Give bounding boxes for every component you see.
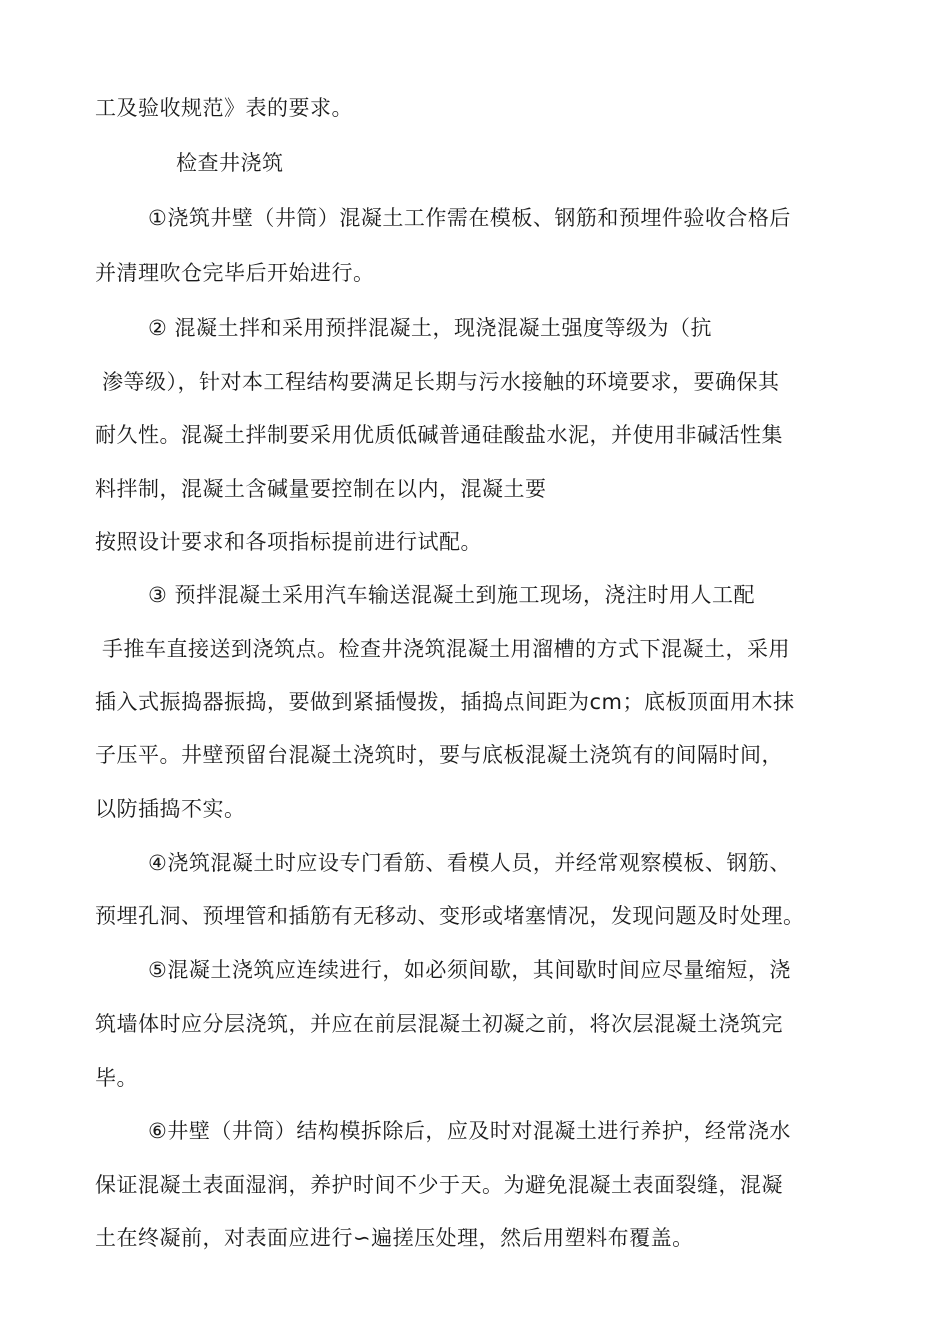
text-line: 子压平。井壁预留台混凝土浇筑时，要与底板混凝土浇筑有的间隔时间， bbox=[95, 743, 783, 767]
text-line: 预埋孔洞、预埋管和插筋有无移动、变形或堵塞情况，发现问题及时处理。 bbox=[95, 904, 805, 928]
text-line: 工及验收规范》表的要求。 bbox=[95, 96, 353, 120]
text-line: 以防插捣不实。 bbox=[95, 797, 246, 821]
text-line: 渗等级），针对本工程结构要满足长期与污水接触的环境要求，要确保其 bbox=[102, 370, 780, 394]
text-line: 保证混凝土表面湿润，养护时间不少于天。为避免混凝土表面裂缝，混凝 bbox=[95, 1173, 783, 1197]
text-line: ③ 预拌混凝土采用汽车输送混凝土到施工现场，浇注时用人工配 bbox=[148, 583, 755, 607]
text-line: 手推车直接送到浇筑点。检查井浇筑混凝土用溜槽的方式下混凝土，采用 bbox=[102, 637, 790, 661]
section-heading: 检查井浇筑 bbox=[176, 151, 284, 175]
text-line: ①浇筑井壁（井筒）混凝土工作需在模板、钢筋和预埋件验收合格后 bbox=[148, 206, 791, 230]
text-line: ⑤混凝土浇筑应连续进行，如必须间歇，其间歇时间应尽量缩短，浇 bbox=[148, 958, 791, 982]
text-line: ⑥井壁（井筒）结构模拆除后，应及时对混凝土进行养护，经常浇水 bbox=[148, 1119, 791, 1143]
text-line: 毕。 bbox=[95, 1066, 138, 1090]
text-line: ④浇筑混凝土时应设专门看筋、看模人员，并经常观察模板、钢筋、 bbox=[148, 851, 791, 875]
text-line: 插入式振捣器振捣，要做到紧插慢拨，插捣点间距为cm；底板顶面用木抹 bbox=[95, 690, 795, 714]
text-line: 料拌制，混凝土含碱量要控制在以内，混凝土要 bbox=[95, 477, 547, 501]
text-line: 并清理吹仓完毕后开始进行。 bbox=[95, 261, 375, 285]
text-line: 土在终凝前，对表面应进行∽遍搓压处理，然后用塑料布覆盖。 bbox=[95, 1226, 694, 1250]
text-line: 按照设计要求和各项指标提前进行试配。 bbox=[95, 530, 482, 554]
text-line: ② 混凝土拌和采用预拌混凝土，现浇混凝土强度等级为（抗 bbox=[148, 316, 712, 340]
text-line: 筑墙体时应分层浇筑，并应在前层混凝土初凝之前，将次层混凝土浇筑完 bbox=[95, 1012, 783, 1036]
text-line: 耐久性。混凝土拌制要采用优质低碱普通硅酸盐水泥，并使用非碱活性集 bbox=[95, 423, 783, 447]
